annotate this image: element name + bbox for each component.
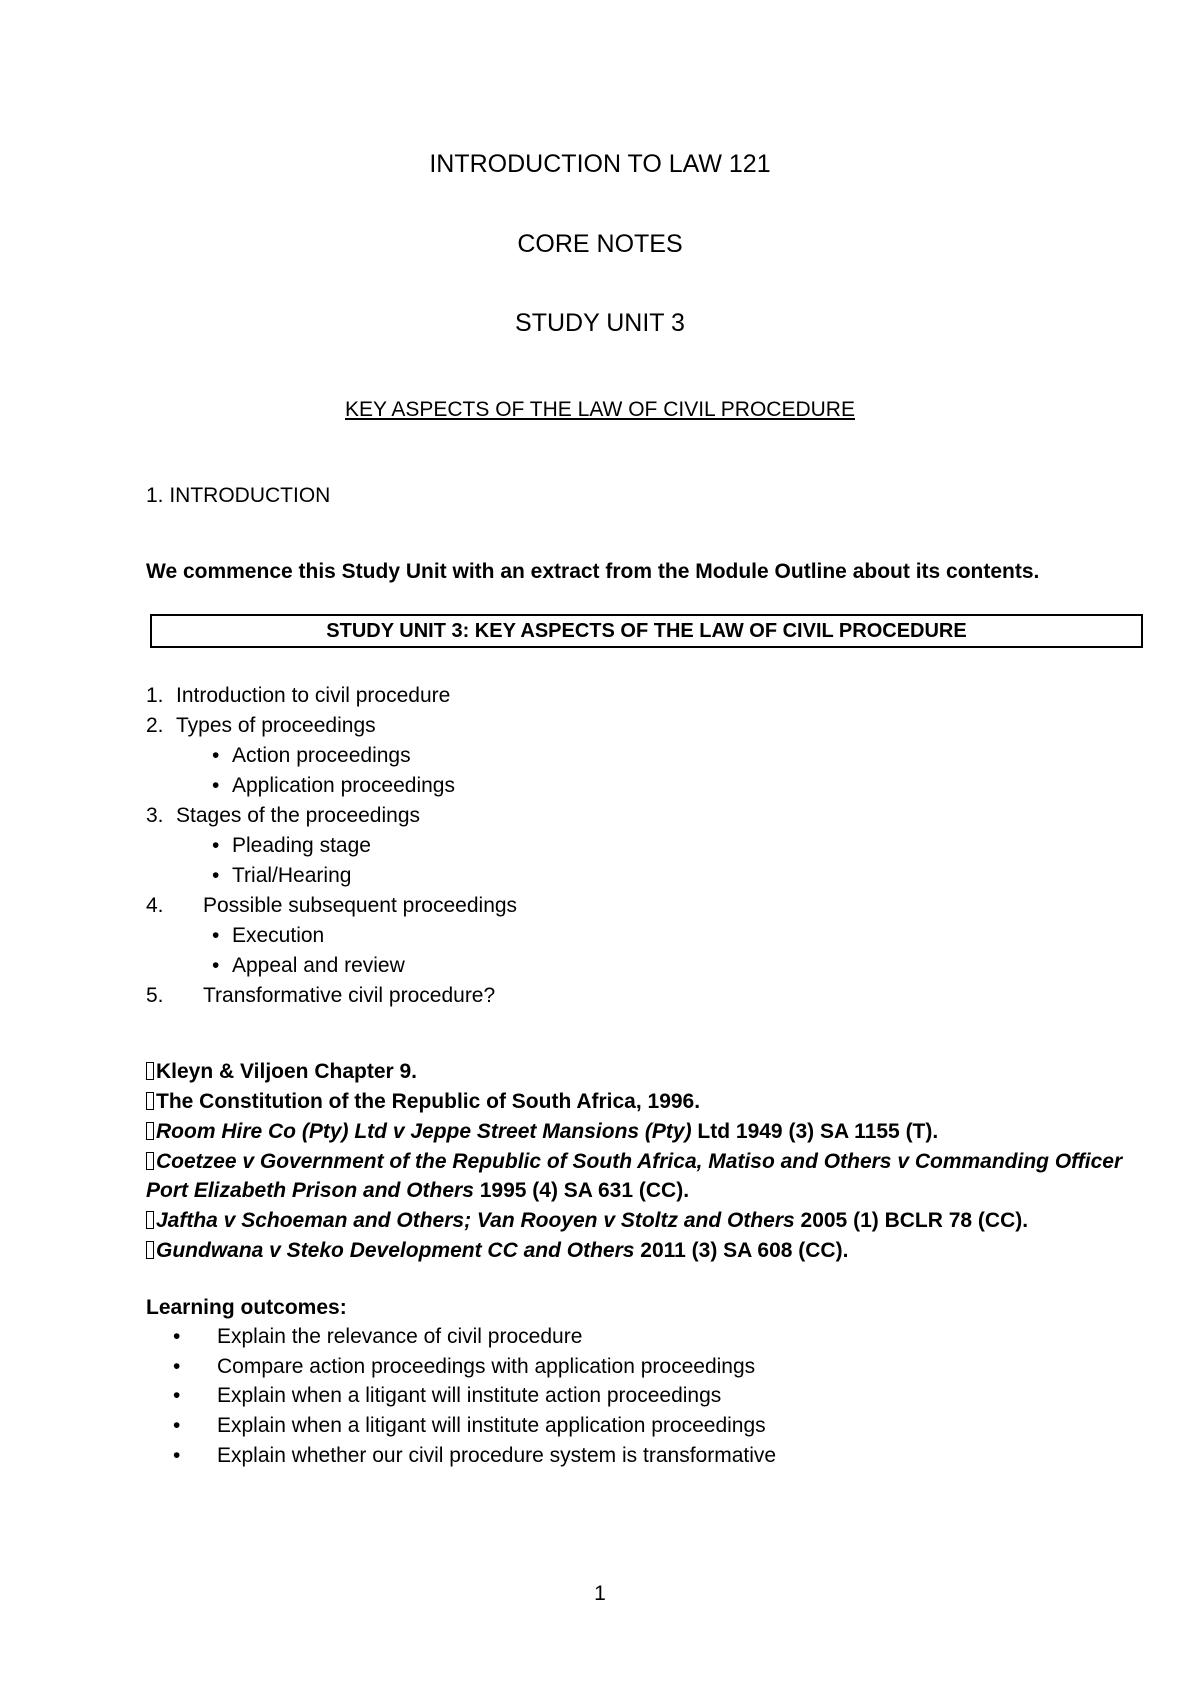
bullet-icon: •	[212, 924, 220, 947]
case-name: Gundwana v Steko Development CC and Others	[156, 1239, 635, 1262]
missing-glyph-icon	[146, 1211, 154, 1229]
reference-continuation	[146, 1176, 689, 1205]
unit-subtitle	[0, 398, 1200, 422]
notes-label: CORE NOTES	[517, 230, 683, 258]
outline-item-number: 5.	[146, 984, 164, 1007]
citation-text: 2011 (3) SA 608 (CC).	[634, 1239, 849, 1262]
outline-subitem	[212, 951, 912, 980]
bullet-icon: •	[212, 954, 220, 977]
reference-item	[146, 1206, 1028, 1235]
outline-subitem-label: Pleading stage	[232, 834, 371, 857]
missing-glyph-icon	[146, 1092, 154, 1110]
outline-subitem-label: Application proceedings	[232, 774, 455, 797]
outline-item	[146, 891, 1046, 920]
learning-outcome-text: Explain whether our civil procedure system is transformative	[217, 1444, 777, 1467]
unit-subtitle-text: KEY ASPECTS OF THE LAW OF CIVIL PROCEDURE	[345, 398, 855, 421]
citation-text: 2005 (1) BCLR 78 (CC).	[794, 1209, 1029, 1232]
bullet-icon: •	[212, 864, 220, 887]
outline-item-label: Possible subsequent proceedings	[203, 894, 518, 917]
outline-subitem	[212, 741, 912, 770]
outline-subitem	[212, 861, 912, 890]
outline-item-label: Types of proceedings	[176, 714, 376, 737]
unit-label: STUDY UNIT 3	[515, 309, 685, 337]
outline-subitem	[212, 921, 912, 950]
learning-outcome-text: Compare action proceedings with application proceedings	[217, 1355, 756, 1378]
outline-item-number: 1.	[146, 684, 164, 707]
case-name: Coetzee v Government of the Republic of South Africa, Matiso and Others v Commanding Officer	[156, 1150, 1123, 1173]
bullet-icon: •	[173, 1414, 181, 1437]
outline-item-number: 4.	[146, 894, 164, 917]
case-name: Jaftha v Schoeman and Others; Van Rooyen v Stoltz and Others	[156, 1209, 795, 1232]
reference-item	[146, 1087, 700, 1116]
bullet-icon: •	[212, 774, 220, 797]
learning-outcome-text: Explain when a litigant will institute application proceedings	[217, 1414, 766, 1437]
outline-subitem-label: Trial/Hearing	[232, 864, 352, 887]
outline-item-number: 2.	[146, 714, 164, 737]
case-name: Port Elizabeth Prison and Others	[146, 1179, 474, 1202]
citation-text: Kleyn & Viljoen Chapter 9.	[156, 1060, 418, 1083]
reference-item	[146, 1117, 938, 1146]
bullet-icon: •	[212, 834, 220, 857]
outline-item	[146, 681, 1046, 710]
citation-text: The Constitution of the Republic of South Africa, 1996.	[156, 1090, 701, 1113]
reference-item	[146, 1147, 1122, 1176]
outline-subitem-label: Appeal and review	[232, 954, 405, 977]
outline-item-label: Transformative civil procedure?	[203, 984, 496, 1007]
learning-outcome-item	[173, 1352, 973, 1381]
learning-outcome-item	[173, 1441, 973, 1470]
learning-outcome-item	[173, 1322, 973, 1351]
bullet-icon: •	[212, 744, 220, 767]
learning-outcomes-heading: Learning outcomes:	[146, 1296, 347, 1319]
learning-outcome-item	[173, 1411, 973, 1440]
bullet-icon: •	[173, 1325, 181, 1348]
outline-item-number: 3.	[146, 804, 164, 827]
missing-glyph-icon	[146, 1062, 154, 1080]
page-number: 1	[594, 1582, 606, 1605]
bullet-icon: •	[173, 1384, 181, 1407]
reference-item	[146, 1057, 417, 1086]
citation-text: 1995 (4) SA 631 (CC).	[473, 1179, 690, 1202]
missing-glyph-icon	[146, 1152, 154, 1170]
citation-text: Ltd 1949 (3) SA 1155 (T).	[691, 1120, 939, 1143]
section-heading: 1. INTRODUCTION	[146, 484, 331, 507]
bullet-icon: •	[173, 1444, 181, 1467]
learning-outcome-item	[173, 1381, 973, 1410]
outline-subitem-label: Execution	[232, 924, 325, 947]
outline-item	[146, 711, 1046, 740]
bullet-icon: •	[173, 1355, 181, 1378]
reference-item	[146, 1236, 848, 1265]
outline-item-label: Introduction to civil procedure	[176, 684, 451, 707]
outline-item	[146, 981, 1046, 1010]
course-title: INTRODUCTION TO LAW 121	[429, 150, 771, 178]
outline-item-label: Stages of the proceedings	[176, 804, 421, 827]
outline-subitem	[212, 771, 912, 800]
case-name: Room Hire Co (Pty) Ltd v Jeppe Street Mansions (Pty)	[156, 1120, 692, 1143]
missing-glyph-icon	[146, 1122, 154, 1140]
outline-box-title: STUDY UNIT 3: KEY ASPECTS OF THE LAW OF CIVIL PROCEDURE	[150, 614, 1143, 648]
outline-subitem	[212, 831, 912, 860]
outline-item	[146, 801, 1046, 830]
learning-outcome-text: Explain when a litigant will institute action proceedings	[217, 1384, 722, 1407]
intro-sentence: We commence this Study Unit with an extract from the Module Outline about its contents.	[146, 560, 1040, 583]
learning-outcome-text: Explain the relevance of civil procedure	[217, 1325, 583, 1348]
missing-glyph-icon	[146, 1241, 154, 1259]
outline-subitem-label: Action proceedings	[232, 744, 411, 767]
